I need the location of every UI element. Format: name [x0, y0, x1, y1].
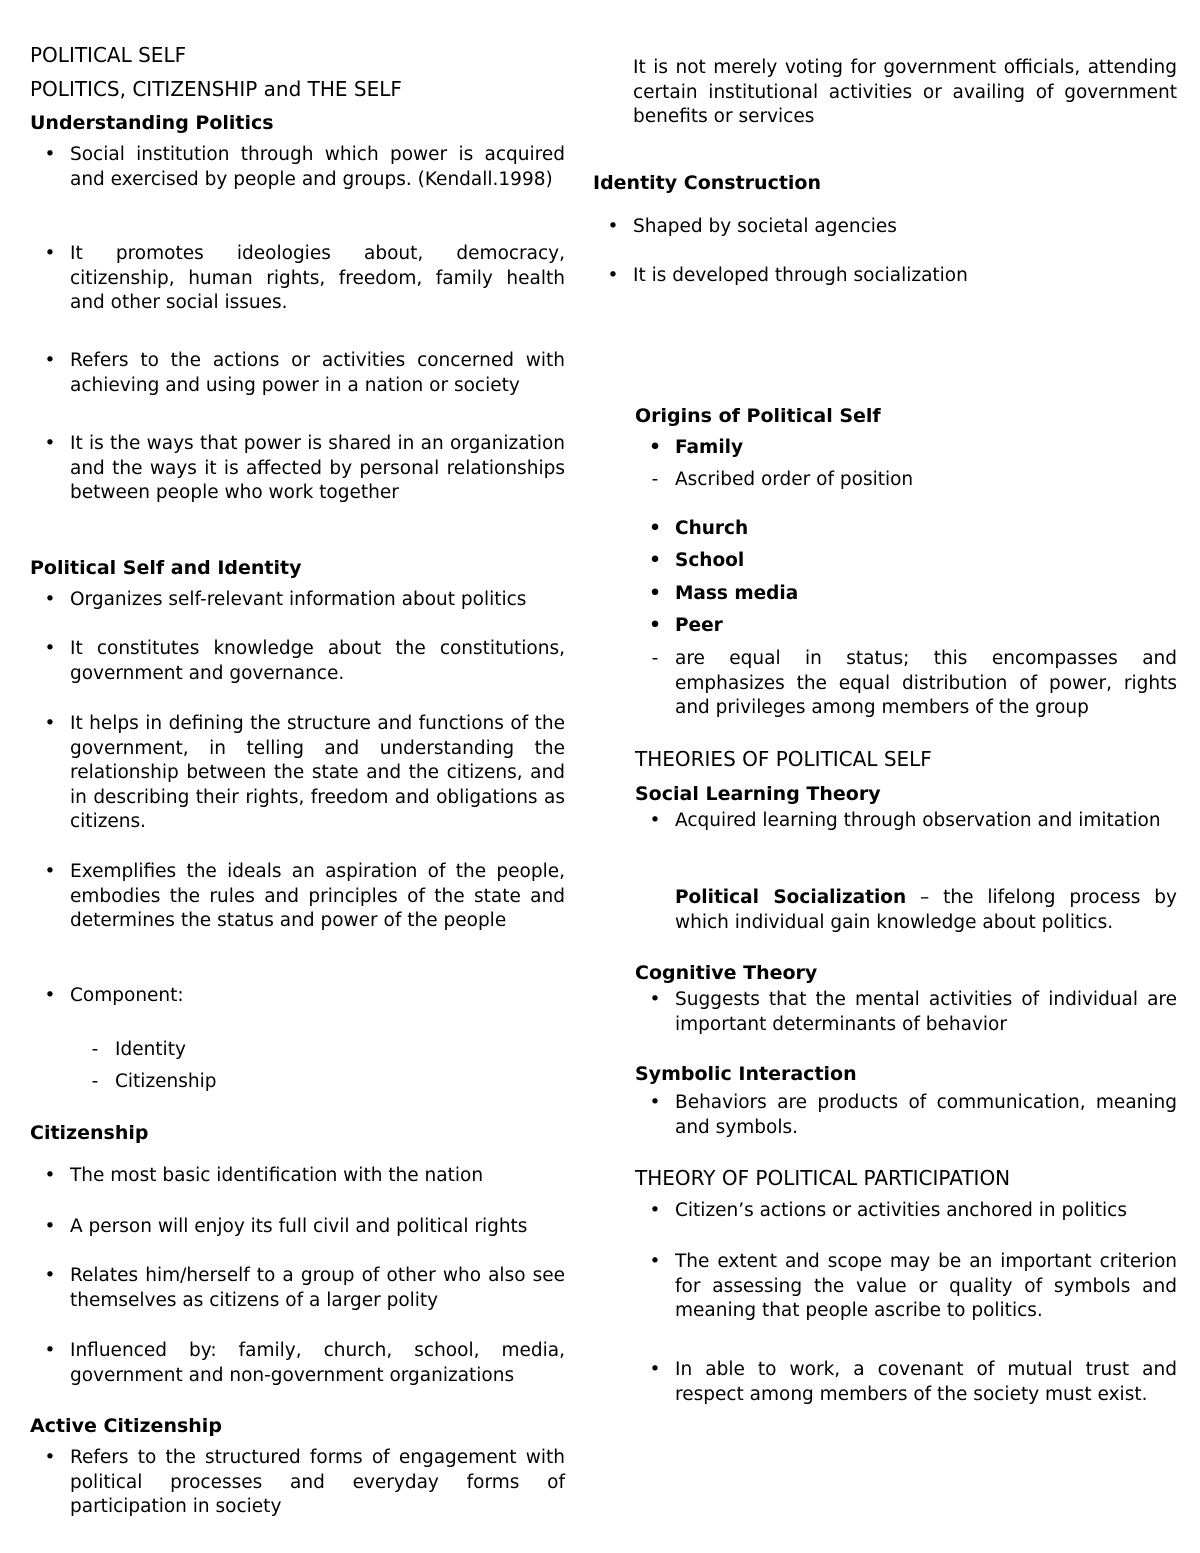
list-item: • The most basic identification with the nation	[30, 1164, 565, 1189]
bullet-icon: •	[44, 350, 56, 371]
heading-understanding-politics: Understanding Politics	[30, 112, 274, 134]
bullet-icon: •	[607, 216, 619, 237]
list-item: • It helps in defining the structure and functions of the government, in telling and understanding the relationship between the state and the citizens, and in describing their rights, freedom and obligations as citizens.	[30, 712, 565, 835]
heading-origins: Origins of Political Self	[635, 405, 881, 427]
bullet-icon: •	[44, 433, 56, 454]
origin-school: • School	[635, 549, 1177, 574]
list-item: • It constitutes knowledge about the constitutions, government and governance.	[30, 637, 565, 686]
bullet-icon: •	[649, 1359, 661, 1380]
list-item: • Refers to the structured forms of engagement with political processes and everyday forms of participation in society	[30, 1446, 565, 1520]
bullet-icon: •	[44, 713, 56, 734]
list-item: • Social institution through which power is acquired and exercised by people and groups. (Kendall.1998)	[30, 143, 565, 192]
intro-paragraph: It is not merely voting for government officials, attending certain institutional activities or availing of government benefits or services	[633, 57, 1177, 128]
bullet-icon: •	[649, 810, 661, 831]
list-item: • Suggests that the mental activities of individual are important determinants of behavior	[635, 988, 1177, 1037]
list-item: • Organizes self-relevant information about politics	[30, 588, 565, 613]
list-item: • Component:	[30, 984, 565, 1009]
list-item: • Acquired learning through observation and imitation	[635, 809, 1177, 834]
bullet-icon: •	[44, 1340, 56, 1361]
page-subtitle: POLITICS, CITIZENSHIP and THE SELF	[30, 77, 402, 101]
list-item: • The extent and scope may be an important criterion for assessing the value or quality of symbols and meaning that people ascribe to politics.	[635, 1250, 1177, 1324]
list-item: • It promotes ideologies about, democracy, citizenship, human rights, freedom, family health and other social issues.	[30, 242, 565, 316]
heading-cognitive-theory: Cognitive Theory	[635, 962, 818, 984]
bullet-icon: •	[44, 1447, 56, 1468]
origin-mass-media: • Mass media	[635, 582, 1177, 607]
bullet-icon: •	[44, 1265, 56, 1286]
dash-icon: -	[91, 1039, 99, 1060]
bullet-icon: •	[44, 1216, 56, 1237]
bullet-icon: •	[649, 1092, 661, 1113]
heading-active-citizenship: Active Citizenship	[30, 1415, 222, 1437]
bullet-icon: •	[44, 589, 56, 610]
theories-title: THEORIES OF POLITICAL SELF	[635, 747, 932, 771]
bullet-icon: •	[607, 265, 619, 286]
list-item: • It is the ways that power is shared in an organization and the ways it is affected by personal relationships between people who work together	[30, 432, 565, 506]
heading-citizenship: Citizenship	[30, 1122, 149, 1144]
bullet-icon: •	[649, 989, 661, 1010]
heading-social-learning: Social Learning Theory	[635, 783, 881, 805]
list-item: • Citizen’s actions or activities anchored in politics	[635, 1199, 1177, 1224]
bullet-icon: •	[44, 638, 56, 659]
list-item: • Exemplifies the ideals an aspiration of the people, embodies the rules and principles of the state and determines the status and power of the people	[30, 860, 565, 934]
list-item: • It is developed through socialization	[593, 264, 1177, 289]
bullet-icon: •	[44, 144, 56, 165]
heading-identity-construction: Identity Construction	[593, 172, 822, 194]
list-item: • Shaped by societal agencies	[593, 215, 1177, 240]
bullet-icon: •	[649, 583, 661, 604]
term-political-socialization: Political Socialization	[675, 887, 907, 908]
dash-icon: -	[651, 648, 659, 669]
list-item: • Refers to the actions or activities concerned with achieving and using power in a nation or society	[30, 349, 565, 398]
bullet-icon: •	[44, 243, 56, 264]
bullet-icon: •	[649, 1251, 661, 1272]
political-socialization-definition: Political Socialization – the lifelong process by which individual gain knowledge about politics.	[675, 887, 1177, 933]
list-item: • Influenced by: family, church, school, media, government and non-government organizations	[30, 1339, 565, 1388]
dash-icon: -	[651, 469, 659, 490]
bullet-icon: •	[44, 985, 56, 1006]
component-item: - Identity	[75, 1038, 565, 1063]
page-title: POLITICAL SELF	[30, 43, 187, 67]
peer-note: - are equal in status; this encompasses and emphasizes the equal distribution of power, rights and privileges among members of the group	[635, 647, 1177, 721]
bullet-icon: •	[44, 1165, 56, 1186]
bullet-icon: •	[649, 550, 661, 571]
origin-church: • Church	[635, 517, 1177, 542]
heading-political-self-identity: Political Self and Identity	[30, 557, 302, 579]
list-item: • In able to work, a covenant of mutual trust and respect among members of the society must exist.	[635, 1358, 1177, 1407]
list-item: • A person will enjoy its full civil and political rights	[30, 1215, 565, 1240]
family-note: - Ascribed order of position	[635, 468, 1177, 493]
dash-icon: -	[91, 1071, 99, 1092]
bullet-icon: •	[649, 437, 661, 458]
bullet-icon: •	[649, 1200, 661, 1221]
origin-peer: • Peer	[635, 614, 1177, 639]
list-item: • Relates him/herself to a group of other who also see themselves as citizens of a larger polity	[30, 1264, 565, 1313]
heading-symbolic-interaction: Symbolic Interaction	[635, 1063, 857, 1085]
component-item: - Citizenship	[75, 1070, 565, 1095]
participation-title: THEORY OF POLITICAL PARTICIPATION	[635, 1166, 1011, 1190]
bullet-icon: •	[649, 518, 661, 539]
bullet-icon: •	[649, 615, 661, 636]
list-item: • Behaviors are products of communication, meaning and symbols.	[635, 1091, 1177, 1140]
bullet-icon: •	[44, 861, 56, 882]
origin-family: • Family	[635, 436, 1177, 461]
